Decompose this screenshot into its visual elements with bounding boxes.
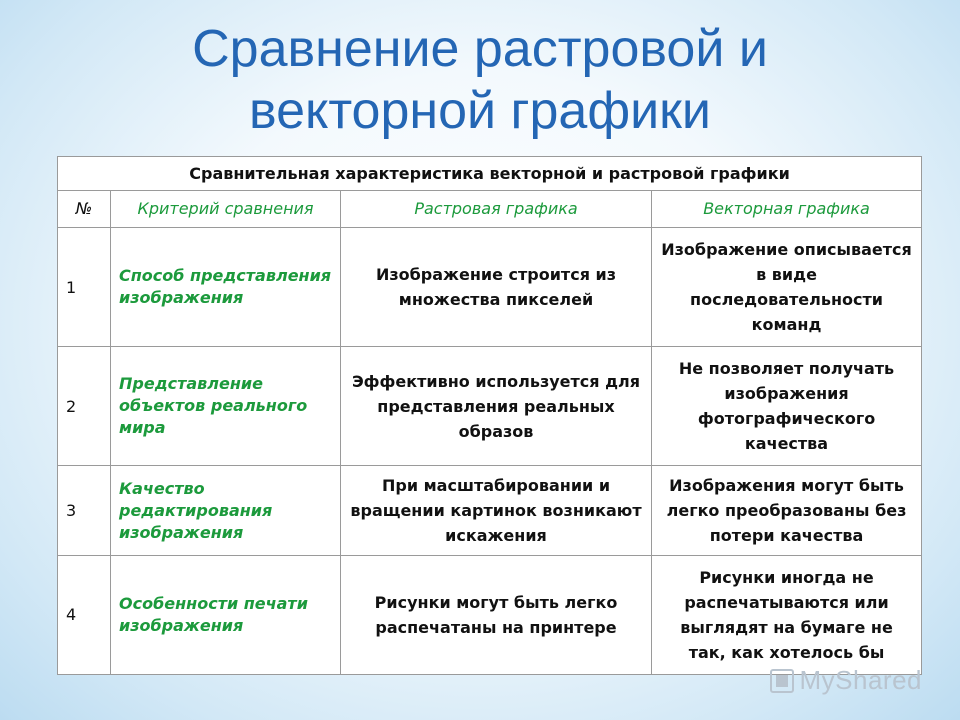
table-caption-row — [58, 157, 922, 191]
table-caption: Сравнительная характеристика векторной и растровой графики — [58, 157, 922, 191]
slide-title-line1: Сравнение растровой и — [192, 20, 768, 78]
row-raster: При масштабировании и вращении картинок возникают искажения — [341, 466, 652, 556]
row-number: 2 — [58, 347, 111, 466]
slide-title — [0, 18, 960, 142]
table-row — [58, 466, 922, 556]
myshared-watermark — [770, 665, 923, 696]
row-vector: Изображение описывается в виде последовательности команд — [652, 228, 922, 347]
comparison-table — [57, 156, 922, 675]
table-row — [58, 347, 922, 466]
header-vector: Векторная графика — [652, 191, 922, 228]
row-raster: Эффективно используется для представления реальных образов — [341, 347, 652, 466]
table-header-row — [58, 191, 922, 228]
row-criterion: Особенности печати изображения — [111, 555, 341, 674]
row-number: 3 — [58, 466, 111, 556]
row-raster: Рисунки могут быть легко распечатаны на принтере — [341, 555, 652, 674]
row-criterion: Способ представления изображения — [111, 228, 341, 347]
row-vector: Изображения могут быть легко преобразованы без потери качества — [652, 466, 922, 556]
table-row — [58, 228, 922, 347]
row-criterion: Представление объектов реального мира — [111, 347, 341, 466]
header-criterion: Критерий сравнения — [111, 191, 341, 228]
header-number: № — [58, 191, 111, 228]
myshared-logo-icon — [770, 669, 794, 693]
slide-title-line2: векторной графики — [249, 82, 711, 140]
watermark-text: MyShared — [799, 665, 922, 695]
row-vector: Не позволяет получать изображения фотографического качества — [652, 347, 922, 466]
table-row — [58, 555, 922, 674]
row-raster: Изображение строится из множества пикселей — [341, 228, 652, 347]
row-number: 1 — [58, 228, 111, 347]
row-number: 4 — [58, 555, 111, 674]
header-raster: Растровая графика — [341, 191, 652, 228]
row-criterion: Качество редактирования изображения — [111, 466, 341, 556]
row-vector: Рисунки иногда не распечатываются или выглядят на бумаге не так, как хотелось бы — [652, 555, 922, 674]
